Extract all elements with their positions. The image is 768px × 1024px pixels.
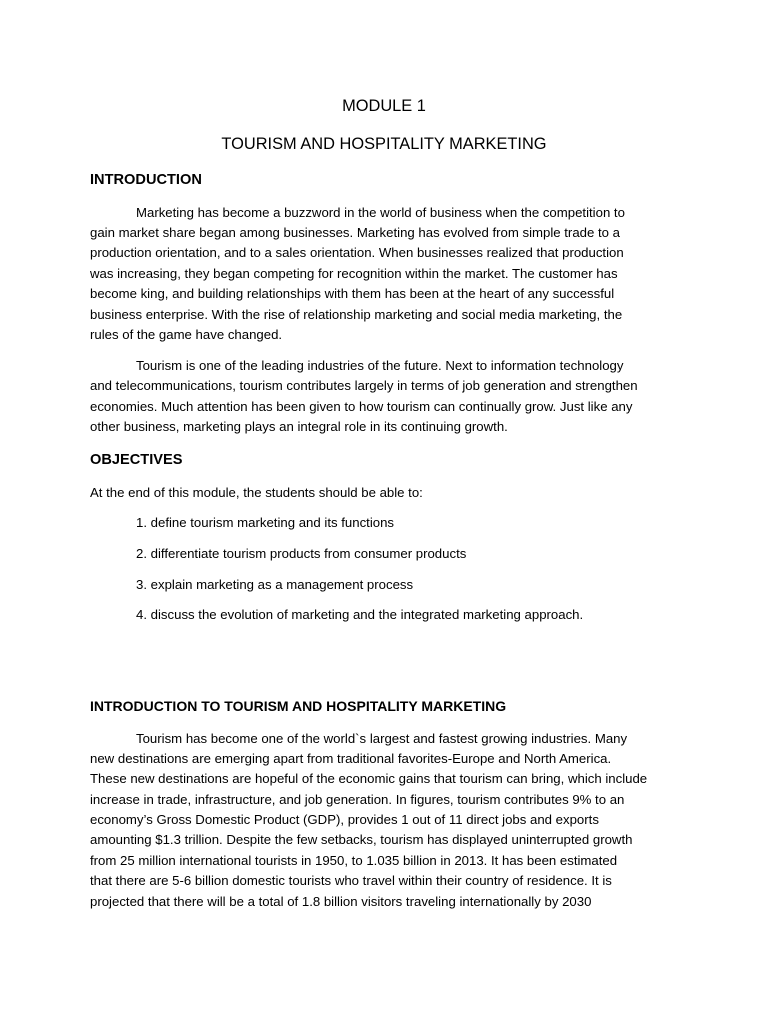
list-item: 4. discuss the evolution of marketing and the integrated marketing approach. bbox=[136, 607, 584, 622]
text-line: economy’s Gross Domestic Product (GDP), provides 1 out of 11 direct jobs and exports bbox=[90, 812, 599, 827]
text-line: was increasing, they began competing for recognition within the market. The customer has bbox=[90, 266, 618, 281]
text-line: rules of the game have changed. bbox=[90, 327, 283, 342]
main-title: TOURISM AND HOSPITALITY MARKETING bbox=[221, 135, 547, 153]
text-line: Marketing has become a buzzword in the world of business when the competition to bbox=[136, 205, 625, 220]
text-line: amounting $1.3 trillion. Despite the few setbacks, tourism has displayed uninterrupted growth bbox=[90, 832, 633, 847]
list-item: 2. differentiate tourism products from consumer products bbox=[136, 546, 467, 561]
text-line: Tourism is one of the leading industries of the future. Next to information technology bbox=[136, 358, 624, 373]
text-line: These new destinations are hopeful of the economic gains that tourism can bring, which include bbox=[90, 771, 648, 786]
objectives-intro: At the end of this module, the students should be able to: bbox=[90, 485, 423, 500]
list-item: 1. define tourism marketing and its functions bbox=[136, 515, 395, 530]
text-line: from 25 million international tourists in 1950, to 1.035 billion in 2013. It has been estimated bbox=[90, 853, 618, 868]
text-line: business enterprise. With the rise of relationship marketing and social media marketing, the bbox=[90, 307, 623, 322]
text-line: production orientation, and to a sales orientation. When businesses realized that production bbox=[90, 245, 624, 260]
text-line: become king, and building relationships with them has been at the heart of any successful bbox=[90, 286, 615, 301]
introduction-heading: INTRODUCTION bbox=[90, 172, 202, 188]
text-line: new destinations are emerging apart from traditional favorites-Europe and North America. bbox=[90, 751, 612, 766]
text-line: economies. Much attention has been given to how tourism can continually grow. Just like any bbox=[90, 399, 633, 414]
text-line: Tourism has become one of the world`s largest and fastest growing industries. Many bbox=[136, 731, 628, 746]
text-line: projected that there will be a total of 1.8 billion visitors traveling internationally by 2030 bbox=[90, 894, 592, 909]
text-line: that there are 5-6 billion domestic tourists who travel within their country of residence. It is bbox=[90, 873, 612, 888]
text-line: increase in trade, infrastructure, and job generation. In figures, tourism contributes 9% to an bbox=[90, 792, 625, 807]
text-line: other business, marketing plays an integral role in its continuing growth. bbox=[90, 419, 508, 434]
section-heading: INTRODUCTION TO TOURISM AND HOSPITALITY MARKETING bbox=[90, 698, 507, 714]
objectives-heading: OBJECTIVES bbox=[90, 452, 183, 468]
module-title: MODULE 1 bbox=[342, 97, 426, 115]
text-line: and telecommunications, tourism contributes largely in terms of job generation and strengthen bbox=[90, 378, 638, 393]
text-line: gain market share began among businesses. Marketing has evolved from simple trade to a bbox=[90, 225, 620, 240]
list-item: 3. explain marketing as a management process bbox=[136, 577, 414, 592]
